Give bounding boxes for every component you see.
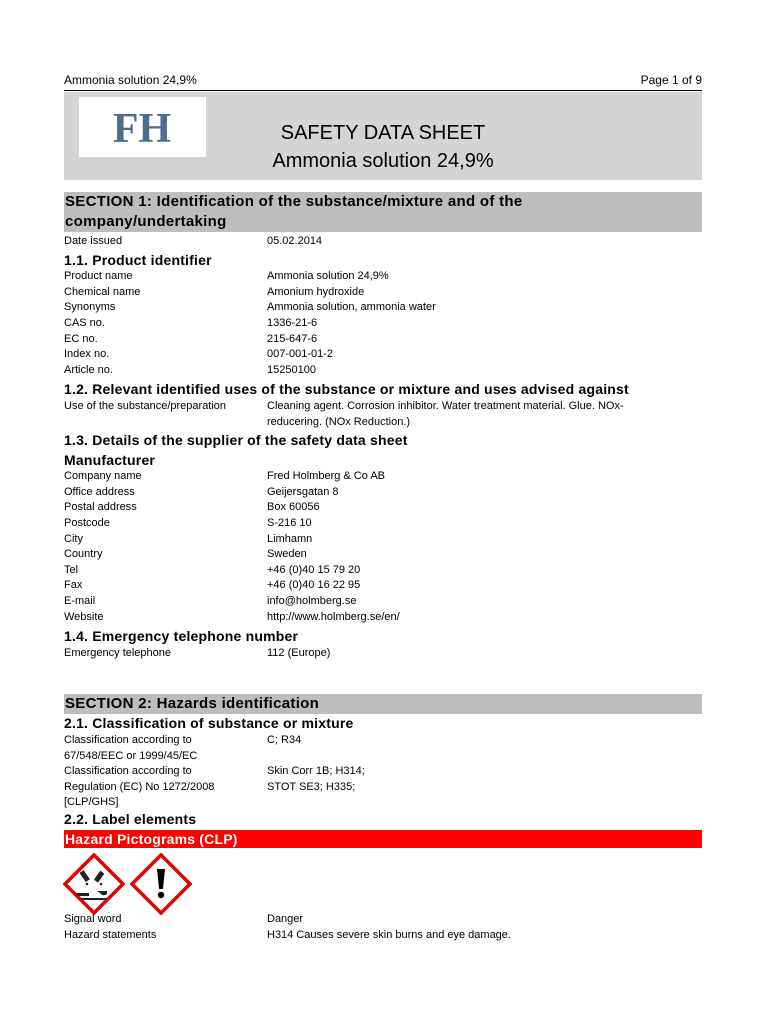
section-2-heading: SECTION 2: Hazards identification	[64, 694, 702, 714]
hazard-statements-value: H314 Causes severe skin burns and eye damage.	[267, 929, 511, 941]
website-link[interactable]: http://www.holmberg.se/en/	[267, 611, 400, 623]
subsection-1-2: 1.2. Relevant identified uses of the substance or mixture and uses advised against	[64, 381, 629, 397]
use-label: Use of the substance/preparation	[64, 400, 227, 412]
classification-row-1: Classification according to 67/548/EEC or 1999/45/EC C; R34	[64, 734, 302, 762]
subsection-2-1: 2.1. Classification of substance or mixture	[64, 715, 354, 731]
header-doc-name: Ammonia solution 24,9%	[64, 73, 197, 87]
exclamation-pictogram-icon	[130, 853, 192, 915]
classification-row-2: Classification according to Regulation (EC) No 1272/2008 [CLP/GHS] Skin Corr 1B; H314; STOT SE3; H335;	[64, 765, 365, 808]
subsection-2-2: 2.2. Label elements	[64, 811, 197, 827]
use-value: Cleaning agent. Corrosion inhibitor. Water treatment material. Glue. NOx- reducering. (NOx Reduction.)	[267, 400, 624, 428]
signal-word-value: Danger	[267, 913, 304, 925]
manufacturer-heading: Manufacturer	[64, 452, 156, 468]
hazard-statements-label: Hazard statements	[64, 929, 157, 941]
document-title: SAFETY DATA SHEET	[280, 122, 486, 144]
subsection-1-1: 1.1. Product identifier	[64, 252, 212, 268]
subsection-1-3: 1.3. Details of the supplier of the safety data sheet	[64, 432, 408, 448]
subsection-1-4: 1.4. Emergency telephone number	[64, 628, 299, 644]
hazard-pictograms-band: Hazard Pictograms (CLP)	[64, 830, 702, 848]
emergency-value: 112 (Europe)	[267, 647, 331, 659]
svg-text:FH: FH	[112, 106, 172, 152]
signal-word-label: Signal word	[64, 913, 122, 925]
date-issued-value: 05.02.2014	[267, 235, 323, 247]
header-page-info: Page 1 of 9	[640, 73, 702, 87]
section-1-heading: SECTION 1: Identification of the substance/mixture and of the company/undertaking	[64, 192, 702, 232]
email-link[interactable]: info@holmberg.se	[267, 595, 357, 607]
emergency-label: Emergency telephone	[64, 647, 172, 659]
page-header	[64, 73, 702, 91]
product-title: Ammonia solution 24,9%	[272, 150, 494, 172]
title-block	[64, 92, 702, 180]
date-issued-label: Date issued	[64, 235, 123, 247]
corrosive-pictogram-icon	[63, 853, 125, 915]
use-row	[64, 399, 702, 431]
